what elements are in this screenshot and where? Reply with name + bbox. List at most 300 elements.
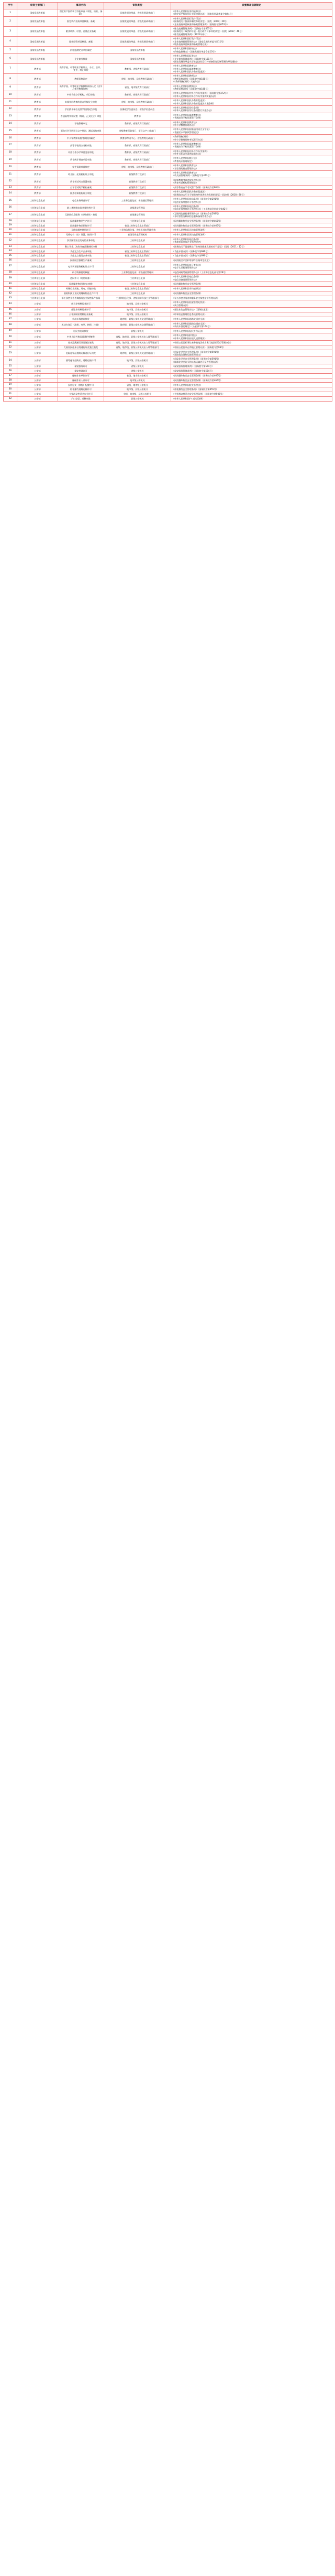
row-index: 17 xyxy=(4,142,17,149)
row-department: 工业和信息化部 xyxy=(17,287,58,291)
row-department: 教育部 xyxy=(17,113,58,120)
row-item-name: 幼儿园、托育机构设立审批 xyxy=(58,171,104,178)
row-index: 50 xyxy=(4,333,17,341)
row-basis: 《中华人民共和国教育法》 《学生资助资金管理办法》 xyxy=(171,164,332,171)
row-index: 4 xyxy=(4,37,17,47)
table-row xyxy=(4,383,332,387)
row-index: 51 xyxy=(4,341,17,345)
row-item-name: 户口登记、迁移审批 xyxy=(58,396,104,401)
row-approval-type: 教育部、省级教育行政部门 xyxy=(104,64,171,74)
table-row xyxy=(4,37,332,47)
row-index: 31 xyxy=(4,232,17,237)
row-item-name: 食盐定点生产企业审批 xyxy=(58,249,104,254)
row-department: 公安部 xyxy=(17,312,58,317)
row-item-name: 企业债券核准 xyxy=(58,54,104,64)
row-item-name: 自学考试助学机构备案 xyxy=(58,185,104,190)
row-basis: 《中华人民共和国中外合作办学条例》（国务院令第372号） 《中华人民共和国中外合作办学条例实施办法》 xyxy=(171,91,332,99)
table-row xyxy=(4,300,332,308)
row-approval-type: 国家发展改革委、省级发展改革部门 xyxy=(104,37,171,47)
row-department: 公安部 xyxy=(17,378,58,383)
table-row xyxy=(4,156,332,164)
table-row xyxy=(4,120,332,127)
row-basis: 《中华人民共和国电子签名法》 《电子认证服务管理办法》 xyxy=(171,263,332,270)
row-approval-type: 县级教育行政部门 xyxy=(104,190,171,197)
row-department: 国家发展改革委 xyxy=(17,47,58,54)
row-index: 19 xyxy=(4,156,17,164)
row-basis: 《中华人民共和国证券法》 《企业债券管理条例》（国务院令第121号） 《国家发展改革委关于推进企业发行外债备案登记制管理改革的通知》 xyxy=(171,54,332,64)
row-basis: 《教师资格条例》 《中小学教师资格考试暂行办法》 xyxy=(171,135,332,142)
row-department: 教育部 xyxy=(17,106,58,113)
row-basis: 《粮食流通管理条例》（国务院令第407号） 《国务院关于取消和下放一批行政许可事项的决定》（国发〔2017〕46号） 《粮食流通管理条例》（2021年修订） xyxy=(171,27,332,37)
row-approval-type: 省级教育行政部门 xyxy=(104,185,171,190)
table-row xyxy=(4,387,332,392)
row-item-name: 无线电频率使用许可 xyxy=(58,228,104,233)
row-index: 38 xyxy=(4,270,17,275)
row-item-name: 教师资格认定 xyxy=(58,74,104,84)
table-row xyxy=(4,263,332,270)
row-basis: 《民用爆炸物品安全管理条例》（国务院令第466号） xyxy=(171,378,332,383)
row-index: 37 xyxy=(4,263,17,270)
row-item-name: 电子认证服务机构设立许可 xyxy=(58,263,104,270)
table-row xyxy=(4,149,332,156)
row-item-name: 机动车驾驶证核发 xyxy=(58,317,104,321)
row-index: 10 xyxy=(4,91,17,99)
row-approval-type: 工业和信息化部 xyxy=(104,237,171,244)
row-item-name: 实施学历教育的民办学校设立审批 xyxy=(58,99,104,106)
row-approval-type: 工业和信息化部 xyxy=(104,275,171,282)
table-row xyxy=(4,190,332,197)
row-item-name: 粮食收购、经营、仓储企业备案 xyxy=(58,27,104,37)
row-department: 工业和信息化部 xyxy=(17,249,58,254)
row-item-name: 烟花爆竹道路运输许可 xyxy=(58,387,104,392)
row-index: 3 xyxy=(4,27,17,37)
row-basis: 《中华人民共和国节约能源法》 《固定资产投资项目节能审查办法》（国家发展改革委令第44号） xyxy=(171,9,332,17)
row-approval-type: 省级、地市级公安机关 xyxy=(104,373,171,378)
row-basis: 《中华人民共和国居民身份证法》 xyxy=(171,329,332,333)
row-index: 18 xyxy=(4,149,17,156)
row-index: 39 xyxy=(4,275,17,282)
row-approval-type: 省级、地市级公安机关 xyxy=(104,383,171,387)
row-item-name: 涉及国家安全的电信业务审批 xyxy=(58,237,104,244)
table-row xyxy=(4,171,332,178)
row-item-name: 固定资产投资项目节能审查（审批、核准、备案） xyxy=(58,9,104,17)
row-department: 国家发展改革委 xyxy=(17,16,58,26)
row-item-name: 固定资产投资项目核准、备案 xyxy=(58,16,104,26)
table-row xyxy=(4,142,332,149)
row-basis: 《中华人民共和国教师法》 《教师资格条例》（国务院令第188号） xyxy=(171,84,332,91)
row-department: 工业和信息化部 xyxy=(17,275,58,282)
row-item-name: 中外合作办学项目变更审批 xyxy=(58,149,104,156)
row-department: 教育部 xyxy=(17,142,58,149)
row-index: 27 xyxy=(4,211,17,219)
row-basis: 《烟花爆竹安全管理条例》（国务院令第455号） xyxy=(171,387,332,392)
row-department: 教育部 xyxy=(17,120,58,127)
table-row xyxy=(4,341,332,345)
row-item-name: 危险化学品道路运输通行证核发 xyxy=(58,350,104,357)
row-department: 工业和信息化部 xyxy=(17,237,58,244)
row-item-name: 食盐定点批发企业审批 xyxy=(58,254,104,258)
row-item-name: 民用爆炸物品生产许可 xyxy=(58,219,104,223)
row-item-name: 价格监测定点单位确定 xyxy=(58,47,104,54)
row-item-name: 稀土开采、冶炼分离总量指标控制 xyxy=(58,244,104,249)
row-department: 公安部 xyxy=(17,387,58,392)
row-index: 33 xyxy=(4,244,17,249)
table-row xyxy=(4,364,332,369)
table-row xyxy=(4,329,332,333)
row-approval-type: 国家发展改革委 xyxy=(104,54,171,64)
row-department: 公安部 xyxy=(17,321,58,329)
table-row xyxy=(4,378,332,383)
row-item-name: 教育统计调查项目审批 xyxy=(58,156,104,164)
row-index: 52 xyxy=(4,345,17,350)
row-basis: 《中华人民共和国无线电管理条例》 xyxy=(171,232,332,237)
row-basis: 《中华人民共和国户口登记条例》 xyxy=(171,396,332,401)
row-index: 26 xyxy=(4,204,17,211)
row-basis: 《高等教育自学考试暂行条例》（国务院令第98号） xyxy=(171,185,332,190)
row-item-name: 校外培训机构设立审批 xyxy=(58,190,104,197)
table-row xyxy=(4,296,332,300)
row-item-name: 码号资源使用核配 xyxy=(58,270,104,275)
row-basis: 《中华人民共和国民办教育促进法》 《国务院办公厅关于规范校外培训机构发展的意见》（国办发〔2018〕80号） xyxy=(171,190,332,197)
table-body xyxy=(4,9,332,402)
row-department: 国家发展改革委 xyxy=(17,37,58,47)
row-department: 教育部 xyxy=(17,178,58,185)
row-index: 34 xyxy=(4,249,17,254)
row-basis: 《中华人民共和国学位条例》 《中华人民共和国学位条例暂行实施办法》 xyxy=(171,106,332,113)
row-basis: 《中华人民共和国民办教育促进法》 《中华人民共和国民办教育促进法实施条例》 xyxy=(171,99,332,106)
row-approval-type: 工业和信息化部 xyxy=(104,258,171,263)
row-index: 15 xyxy=(4,127,17,135)
row-department: 工业和信息化部 xyxy=(17,291,58,296)
row-basis: 《印章治安管理信息系统管理办法》 xyxy=(171,312,332,317)
row-approval-type: 省级工业和信息化主管部门 xyxy=(104,249,171,254)
row-department: 教育部 xyxy=(17,156,58,164)
row-item-name: 典当业特种行业许可 xyxy=(58,300,104,308)
row-approval-type: 省级通信管理局 xyxy=(104,204,171,211)
row-item-name: 教育考试考点设置审批 xyxy=(58,178,104,185)
row-index: 13 xyxy=(4,113,17,120)
row-index: 59 xyxy=(4,383,17,387)
table-row xyxy=(4,333,332,341)
row-index: 58 xyxy=(4,378,17,383)
row-department: 工业和信息化部 xyxy=(17,223,58,228)
row-basis: 《互联网信息服务管理办法》（国务院令第292号） 《非经营性互联网信息服务备案管理办法》 xyxy=(171,211,332,219)
header-basis: 设置事项依据规定 xyxy=(171,3,332,9)
row-basis: 《中华人民共和国节约能源法》 xyxy=(171,287,332,291)
row-department: 教育部 xyxy=(17,164,58,171)
administrative-approval-table xyxy=(3,2,332,402)
row-basis: 《中华人民共和国高等教育法》 《普通高等学校设置暂行条例》 xyxy=(171,113,332,120)
row-approval-type: 省级教育行政部门 xyxy=(104,178,171,185)
row-basis: 《民用爆炸物品安全管理条例》 xyxy=(171,282,332,287)
row-approval-type: 工业和信息化部、省级通信管理局 xyxy=(104,197,171,204)
row-approval-type: 县级公安机关 xyxy=(104,396,171,401)
row-approval-type: 工业和信息化部 xyxy=(104,291,171,296)
row-item-name: 机动车登记（注册、变更、转移、注销） xyxy=(58,321,104,329)
table-row xyxy=(4,185,332,190)
row-approval-type: 国家发展改革委 xyxy=(104,47,171,54)
row-item-name: 互联网信息服务（非经营性）备案 xyxy=(58,211,104,219)
row-index: 16 xyxy=(4,135,17,142)
row-index: 23 xyxy=(4,185,17,190)
row-department: 教育部 xyxy=(17,127,58,135)
table-row xyxy=(4,106,332,113)
row-approval-type: 工业和信息化部 xyxy=(104,219,171,223)
row-basis: 《中华人民共和国教育法》 《幼儿园管理条例》（国务院令第473号） xyxy=(171,171,332,178)
row-basis: 《中华人民共和国教育法》 《中华人民共和国高等教育法》 《中华人民共和国民办教育促进法》 xyxy=(171,64,332,74)
row-department: 工业和信息化部 xyxy=(17,282,58,287)
row-basis: 《食盐专营办法》（国务院令第696号） xyxy=(171,249,332,254)
row-item-name: 普通高等学校设置（筹设、正式设立）审批 xyxy=(58,113,104,120)
row-department: 公安部 xyxy=(17,350,58,357)
row-basis: 《中华人民共和国高等教育法》 《普通高等学校设置暂行条例》 xyxy=(171,142,332,149)
row-index: 25 xyxy=(4,197,17,204)
row-index: 44 xyxy=(4,300,17,308)
table-row xyxy=(4,312,332,317)
row-index: 7 xyxy=(4,64,17,74)
header-approval-type: 审批类型 xyxy=(104,3,171,9)
row-approval-type: 教育部、省级教育行政部门 xyxy=(104,120,171,127)
row-department: 教育部 xyxy=(17,190,58,197)
row-approval-type: 省级工业和信息化主管部门 xyxy=(104,254,171,258)
row-item-name: 爆破作业单位许可 xyxy=(58,373,104,378)
row-index: 48 xyxy=(4,321,17,329)
row-basis: 《中华人民共和国枪支管理法》 xyxy=(171,383,332,387)
row-basis: 《危险化学品安全管理条例》（国务院令第591号） 《剧毒化学品购买和公路运输许可证件管理办法》 xyxy=(171,357,332,364)
row-department: 教育部 xyxy=(17,84,58,91)
header-index: 序号 xyxy=(4,3,17,9)
row-department: 公安部 xyxy=(17,341,58,345)
row-approval-type: 省级、地市级、县级教育行政部门 xyxy=(104,99,171,106)
row-department: 工业和信息化部 xyxy=(17,270,58,275)
row-approval-type: 省级、地市级、县级教育行政部门 xyxy=(104,164,171,171)
row-basis: 《民用爆炸物品安全管理条例》（国务院令第466号） xyxy=(171,223,332,228)
row-item-name: 大型群众性活动安全许可 xyxy=(58,392,104,397)
row-item-name: 往来港澳通行证及签注签发 xyxy=(58,341,104,345)
table-row xyxy=(4,396,332,401)
row-department: 教育部 xyxy=(17,99,58,106)
table-row xyxy=(4,16,332,26)
table-row xyxy=(4,127,332,135)
row-index: 36 xyxy=(4,258,17,263)
table-header-row xyxy=(4,3,332,9)
table-row xyxy=(4,64,332,74)
row-approval-type: 教育部、省级教育行政部门 xyxy=(104,142,171,149)
row-item-name: 保安培训许可 xyxy=(58,369,104,374)
row-approval-type: 省级、地市级、县级公安机关 xyxy=(104,392,171,397)
row-index: 28 xyxy=(4,219,17,223)
row-index: 54 xyxy=(4,357,17,364)
row-approval-type: 地市级、县级公安机关 xyxy=(104,300,171,308)
table-row xyxy=(4,84,332,91)
row-basis: 《中华人民共和国护照法》 《中华人民共和国出境入境管理法》 xyxy=(171,333,332,341)
row-approval-type: 省级无线电管理机构 xyxy=(104,232,171,237)
row-basis: 《中华人民共和国无线电管理条例》 xyxy=(171,228,332,233)
row-basis: 《中华人民共和国统计法》 《教育统计管理规定》 xyxy=(171,156,332,164)
table-row xyxy=(4,178,332,185)
table-row xyxy=(4,244,332,249)
row-item-name: 高等学校、中等职业学校设立、分立、合并、变更、终止审批 xyxy=(58,64,104,74)
row-index: 46 xyxy=(4,312,17,317)
table-row xyxy=(4,27,332,37)
row-item-name: 特殊行业用地、用电、用能审批 xyxy=(58,287,104,291)
table-row xyxy=(4,249,332,254)
row-item-name: 面向社会开展语言文字培训、测试机构审批 xyxy=(58,127,104,135)
row-item-name: 电信业务经营许可 xyxy=(58,197,104,204)
row-index: 35 xyxy=(4,254,17,258)
row-department: 国家发展改革委 xyxy=(17,27,58,37)
table-row xyxy=(4,254,332,258)
row-index: 29 xyxy=(4,223,17,228)
row-approval-type: 省级、地市级、县级教育行政部门 xyxy=(104,74,171,84)
row-approval-type: 教育部、省级教育行政部门 xyxy=(104,149,171,156)
row-department: 公安部 xyxy=(17,373,58,378)
table-row xyxy=(4,270,332,275)
row-index: 5 xyxy=(4,47,17,54)
row-index: 45 xyxy=(4,308,17,312)
row-department: 工业和信息化部 xyxy=(17,244,58,249)
table-row xyxy=(4,357,332,364)
row-department: 教育部 xyxy=(17,185,58,190)
row-basis: 《中华人民共和国电信条例》 《外商投资电信企业管理规定》 xyxy=(171,237,332,244)
table-row xyxy=(4,282,332,287)
row-item-name: 军工涉密业务咨询服务安全保密条件备案 xyxy=(58,296,104,300)
row-department: 工业和信息化部 xyxy=(17,228,58,233)
row-index: 6 xyxy=(4,54,17,64)
table-row xyxy=(4,228,332,233)
row-basis: 《民用爆炸物品安全管理条例》 xyxy=(171,291,332,296)
row-index: 12 xyxy=(4,106,17,113)
row-index: 56 xyxy=(4,369,17,374)
row-index: 24 xyxy=(4,190,17,197)
row-approval-type: 省级、地市级、县级公安机关出入境管理部门 xyxy=(104,345,171,350)
row-approval-type: 国务院学位委员会、省级学位委员会 xyxy=(104,106,171,113)
row-item-name: 公章刻制业特种行业备案 xyxy=(58,312,104,317)
row-department: 工业和信息化部 xyxy=(17,219,58,223)
row-approval-type: 工业和信息化部 xyxy=(104,282,171,287)
row-index: 62 xyxy=(4,396,17,401)
header-department: 审批主管部门 xyxy=(17,3,58,9)
row-department: 工业和信息化部 xyxy=(17,258,58,263)
row-index: 42 xyxy=(4,291,17,296)
row-approval-type: 地市级公安机关 xyxy=(104,378,171,383)
row-approval-type: 工业和信息化部、省级通信管理局 xyxy=(104,270,171,275)
row-approval-type: 省级、地市级、县级公安机关出入境管理部门 xyxy=(104,333,171,341)
row-approval-type: 省级通信管理局 xyxy=(104,211,171,219)
row-department: 公安部 xyxy=(17,345,58,350)
row-basis: 《中华人民共和国治安管理处罚法》 《典当管理办法》 xyxy=(171,300,332,308)
row-approval-type: 教育部考试中心、省级教育行政部门 xyxy=(104,135,171,142)
row-approval-type: 省级、地市级教育行政部门 xyxy=(104,84,171,91)
row-department: 公安部 xyxy=(17,396,58,401)
row-item-name: 民用爆炸物品进出口审批 xyxy=(58,282,104,287)
row-index: 47 xyxy=(4,317,17,321)
row-basis: 《中华人民共和国行政许可法》 《企业境外投资管理办法》（国家发展改革委令第11号） 《境外投资项目核准和备案管理办法》 xyxy=(171,37,332,47)
row-department: 公安部 xyxy=(17,300,58,308)
row-approval-type: 地市级、县级公安机关 xyxy=(104,357,171,364)
row-approval-type: 地市级、县级公安机关 xyxy=(104,312,171,317)
row-approval-type: 县级教育行政部门 xyxy=(104,171,171,178)
row-item-name: 中华人民共和国普通护照签发 xyxy=(58,333,104,341)
table-row xyxy=(4,287,332,291)
table-row xyxy=(4,308,332,312)
row-basis: 《中华人民共和国教师法》 《教师资格条例》（国务院令第188号） 《〈教师资格条例〉实施办法》 xyxy=(171,74,332,84)
row-department: 教育部 xyxy=(17,74,58,84)
row-item-name: 居民身份证核发 xyxy=(58,329,104,333)
row-basis: 《旅馆业治安管理办法》（国务院批准） xyxy=(171,308,332,312)
row-approval-type: 工业和信息化部、省级无线电管理机构 xyxy=(104,228,171,233)
row-index: 21 xyxy=(4,171,17,178)
row-item-name: 高等学校、中等职业学校教师资格认定（含实习指导教师资格） xyxy=(58,84,104,91)
row-basis: 《中国公民因私事往来香港地区或者澳门地区的暂行管理办法》 xyxy=(171,341,332,345)
table-row xyxy=(4,321,332,329)
row-department: 教育部 xyxy=(17,171,58,178)
row-approval-type: 工业和信息化部、省级国防科技工业管理部门 xyxy=(104,296,171,300)
row-index: 60 xyxy=(4,387,17,392)
row-basis: 《民用航空产品和零部件合格审定规定》 xyxy=(171,258,332,263)
row-department: 公安部 xyxy=(17,383,58,387)
row-item-name: 进网许可（电信设备） xyxy=(58,275,104,282)
row-index: 53 xyxy=(4,350,17,357)
row-basis: 《中华人民共和国价格法》 《价格监测规定》（国家发展改革委令第10号） xyxy=(171,47,332,54)
row-basis: 《中国公民往来台湾地区管理办法》（国务院令第93号） xyxy=(171,345,332,350)
row-department: 工业和信息化部 xyxy=(17,204,58,211)
row-item-name: 学生资助项目核定 xyxy=(58,164,104,171)
row-index: 49 xyxy=(4,329,17,333)
row-department: 公安部 xyxy=(17,392,58,397)
row-department: 教育部 xyxy=(17,91,58,99)
row-department: 教育部 xyxy=(17,64,58,74)
row-approval-type: 省级工业和信息化主管部门 xyxy=(104,223,171,228)
row-item-name: 剧毒化学品购买、道路运输许可 xyxy=(58,357,104,364)
row-item-name: 第二类增值电信业务经营许可 xyxy=(58,204,104,211)
row-basis: 《保安服务管理条例》（国务院令第564号） xyxy=(171,369,332,374)
row-approval-type: 县级公安机关 xyxy=(104,329,171,333)
row-index: 22 xyxy=(4,178,17,185)
row-department: 公安部 xyxy=(17,333,58,341)
table-row xyxy=(4,392,332,397)
row-department: 公安部 xyxy=(17,308,58,312)
row-item-name: 境外投资项目核准、备案 xyxy=(58,37,104,47)
row-item-name: 民用枪支（弹药）配置许可 xyxy=(58,383,104,387)
row-index: 30 xyxy=(4,228,17,233)
row-basis: 《国家教育考试违规处理办法》 《教育考试机构管理规定》 xyxy=(171,178,332,185)
table-row xyxy=(4,345,332,350)
table-row xyxy=(4,164,332,171)
row-item-name: 民用航空器材生产备案 xyxy=(58,258,104,263)
table-row xyxy=(4,350,332,357)
row-index: 43 xyxy=(4,296,17,300)
table-row xyxy=(4,113,332,120)
row-approval-type: 省级、地市级、县级公安机关出入境管理部门 xyxy=(104,341,171,345)
row-basis: 《中华人民共和国中外合作办学条例》 《中外合作办学条例实施办法》 xyxy=(171,149,332,156)
row-department: 教育部 xyxy=(17,135,58,142)
row-basis: 《中华人民共和国国家通用语言文字法》 《普通话水平测试管理规定》 xyxy=(171,127,332,135)
row-department: 国家发展改革委 xyxy=(17,54,58,64)
row-item-name: 爆破作业人员许可 xyxy=(58,378,104,383)
row-index: 61 xyxy=(4,392,17,397)
row-item-name: 中小学教师资格考试机构确定 xyxy=(58,135,104,142)
row-approval-type: 教育部、省级教育行政部门 xyxy=(104,156,171,164)
table-row xyxy=(4,219,332,223)
row-index: 9 xyxy=(4,84,17,91)
row-approval-type: 省级公安机关 xyxy=(104,369,171,374)
row-approval-type: 地市级、县级公安机关交通管理部门 xyxy=(104,317,171,321)
row-department: 公安部 xyxy=(17,317,58,321)
row-item-name: 旅馆业特种行业许可 xyxy=(58,308,104,312)
row-index: 41 xyxy=(4,287,17,291)
row-index: 55 xyxy=(4,364,17,369)
